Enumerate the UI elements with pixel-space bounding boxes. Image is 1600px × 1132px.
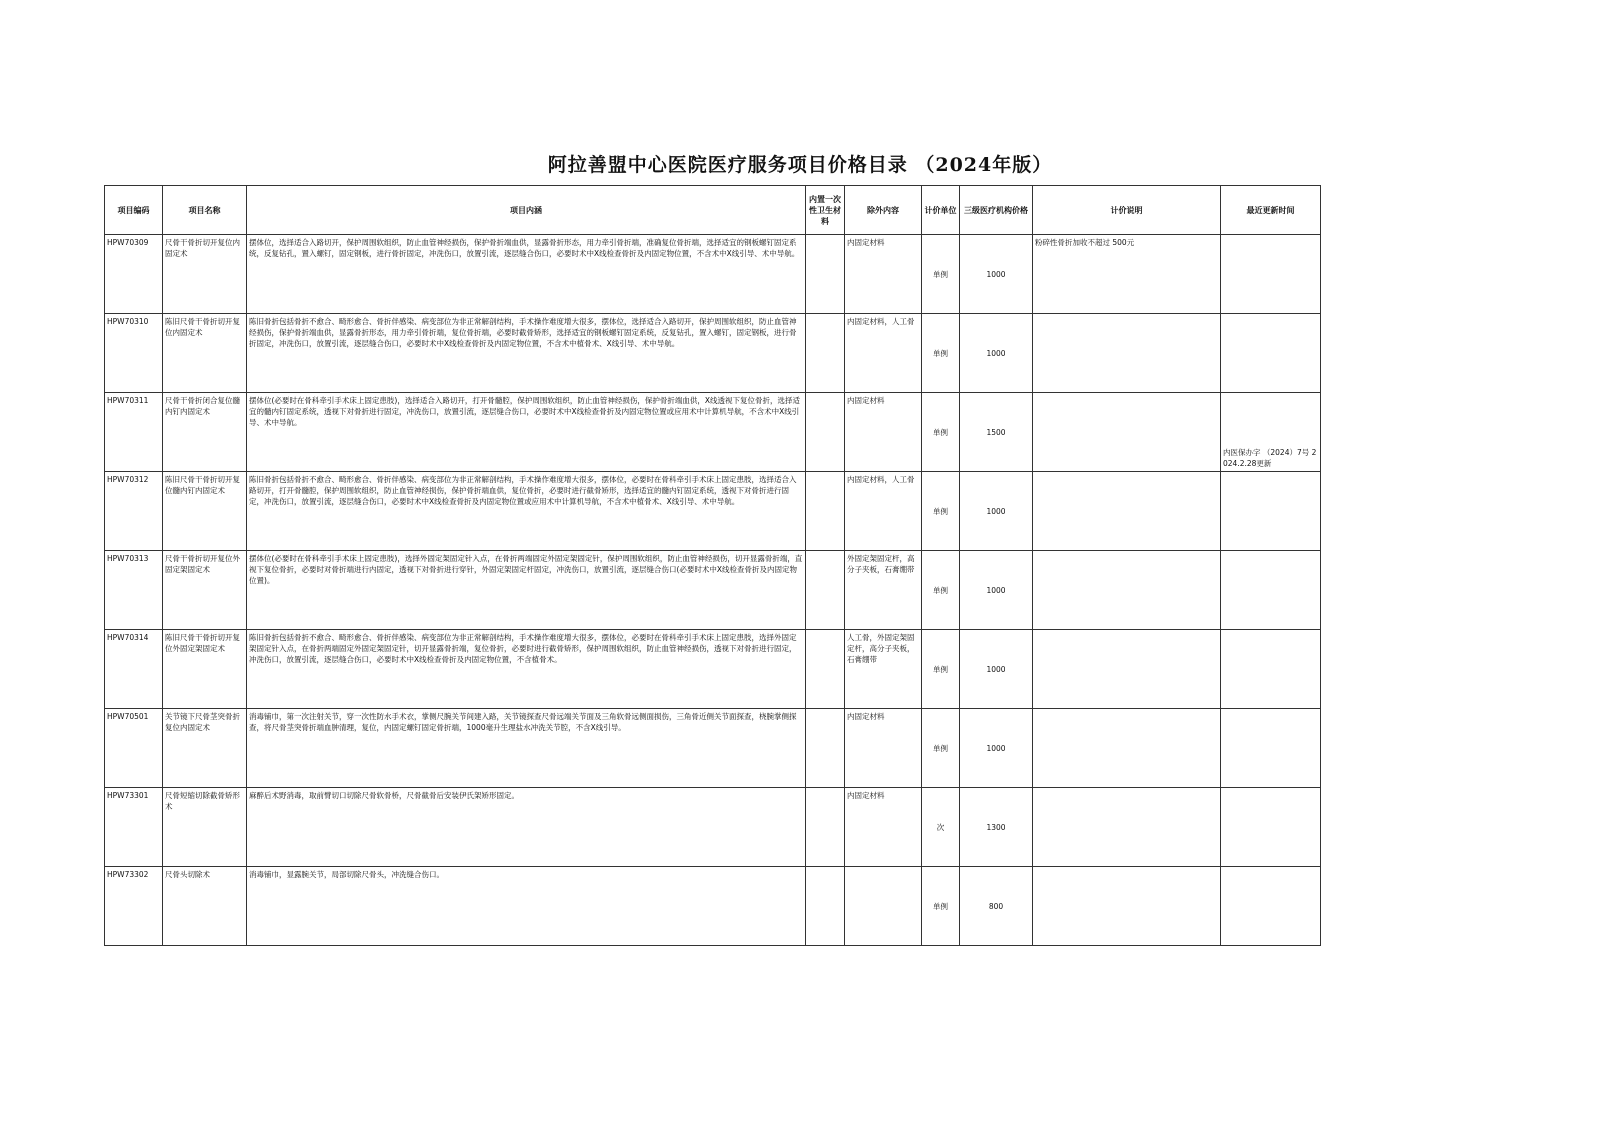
cell-content: 陈旧骨折包括骨折不愈合、畸形愈合、骨折伴感染、病变部位为非正常解剖结构，手术操作难度增大很多，摆体位，选择适合入路切开，保护周围软组织，防止血管神经损伤，保护骨折端血供，显露骨折形态，用力牵引骨折端，复位骨折端，必要时截骨矫形，选择适宜的钢板螺钉固定系统，反复钻孔，置入螺钉，固定钢板，进行骨折固定，冲洗伤口，放置引流，逐层缝合伤口，必要时术中X线检查骨折及内固定物位置，不含术中植骨术、X线引导、术中导航。 (247, 314, 806, 393)
cell-note: 粉碎性骨折加收不超过 500元 (1033, 235, 1221, 314)
header-note: 计价说明 (1033, 186, 1221, 235)
cell-content: 消毒铺巾，第一次注射关节，穿一次性防水手术衣，掌侧尺腕关节间建入路，关节镜探查尺骨远端关节面及三角软骨远侧面损伤，三角骨近侧关节面探查，桡腕掌侧探查，将尺骨茎突骨折端血肿清理，复位，内固定螺钉固定骨折端，1000毫升生理盐水冲洗关节腔，不含X线引导。 (247, 709, 806, 788)
cell-code: HPW70314 (105, 630, 163, 709)
cell-note (1033, 630, 1221, 709)
cell-material (806, 551, 845, 630)
price-table (104, 185, 1321, 946)
cell-material (806, 235, 845, 314)
cell-unit: 单例 (922, 709, 960, 788)
cell-price: 1500 (960, 393, 1033, 472)
cell-unit: 单例 (922, 235, 960, 314)
table-row (105, 630, 1321, 709)
cell-material (806, 867, 845, 946)
table-row (105, 867, 1321, 946)
cell-name: 尺骨干骨折闭合复位髓内钉内固定术 (163, 393, 247, 472)
cell-unit: 单例 (922, 867, 960, 946)
cell-unit: 单例 (922, 393, 960, 472)
cell-content: 陈旧骨折包括骨折不愈合、畸形愈合、骨折伴感染、病变部位为非正常解剖结构，手术操作难度增大很多，摆体位，必要时在骨科牵引手术床上固定患肢，选择外固定架固定针入点，在骨折两端固定外固定架固定针，切开显露骨折端，复位骨折，必要时进行截骨矫形，保护周围软组织，防止血管神经损伤，透视下对骨折进行固定，冲洗伤口，放置引流，逐层缝合伤口，必要时术中X线检查骨折及内固定物位置，不含植骨术。 (247, 630, 806, 709)
cell-price: 1000 (960, 630, 1033, 709)
cell-code: HPW70311 (105, 393, 163, 472)
cell-unit: 单例 (922, 472, 960, 551)
cell-note (1033, 709, 1221, 788)
cell-code: HPW70501 (105, 709, 163, 788)
header-content: 项目内涵 (247, 186, 806, 235)
cell-price: 1000 (960, 314, 1033, 393)
cell-exclude: 人工骨，外固定架固定杆，高分子夹板，石膏绷带 (845, 630, 922, 709)
cell-code: HPW70309 (105, 235, 163, 314)
cell-note (1033, 788, 1221, 867)
cell-price: 800 (960, 867, 1033, 946)
cell-updated (1221, 709, 1321, 788)
cell-code: HPW70310 (105, 314, 163, 393)
table-row (105, 314, 1321, 393)
cell-unit: 次 (922, 788, 960, 867)
cell-content: 麻醉后术野消毒，取前臂切口切除尺骨软骨桥，尺骨截骨后安装伊氏架矫形固定。 (247, 788, 806, 867)
cell-unit: 单例 (922, 314, 960, 393)
cell-exclude: 内固定材料，人工骨 (845, 472, 922, 551)
cell-name: 尺骨头切除术 (163, 867, 247, 946)
header-material: 内置一次性卫生材料 (806, 186, 845, 235)
cell-name: 关节镜下尺骨茎突骨折复位内固定术 (163, 709, 247, 788)
cell-material (806, 788, 845, 867)
cell-note (1033, 472, 1221, 551)
cell-exclude (845, 867, 922, 946)
cell-material (806, 314, 845, 393)
cell-price: 1000 (960, 709, 1033, 788)
cell-exclude: 内固定材料 (845, 235, 922, 314)
cell-name: 尺骨短缩切除截骨矫形术 (163, 788, 247, 867)
cell-content: 摆体位(必要时在骨科牵引手术床上固定患肢)，选择适合入路切开，打开骨髓腔，保护周围软组织，防止血管神经损伤，保护骨折端血供，X线透视下复位骨折，选择适宜的髓内钉固定系统，透视下对骨折进行固定，冲洗伤口，放置引流，逐层缝合伤口，必要时术中X线检查骨折及内固定物位置或应用术中计算机导航，不含术中X线引导、术中导航。 (247, 393, 806, 472)
cell-updated (1221, 235, 1321, 314)
cell-updated (1221, 630, 1321, 709)
header-exclude: 除外内容 (845, 186, 922, 235)
cell-unit: 单例 (922, 551, 960, 630)
cell-price: 1000 (960, 235, 1033, 314)
cell-updated (1221, 867, 1321, 946)
cell-material (806, 472, 845, 551)
table-row (105, 472, 1321, 551)
cell-material (806, 393, 845, 472)
cell-exclude: 内固定材料 (845, 393, 922, 472)
header-name: 项目名称 (163, 186, 247, 235)
header-updated: 最近更新时间 (1221, 186, 1321, 235)
cell-exclude: 外固定架固定杆，高分子夹板，石膏绷带 (845, 551, 922, 630)
cell-code: HPW73302 (105, 867, 163, 946)
cell-content: 摆体位，选择适合入路切开，保护周围软组织，防止血管神经损伤，保护骨折端血供，显露骨折形态，用力牵引骨折端，准确复位骨折端，选择适宜的钢板螺钉固定系统，反复钻孔，置入螺钉，固定钢板，进行骨折固定，冲洗伤口，放置引流，逐层缝合伤口，必要时术中X线检查骨折及内固定物位置，不含术中X线引导、术中导航。 (247, 235, 806, 314)
cell-updated (1221, 551, 1321, 630)
cell-updated: 内医保办字 （2024）7号 2024.2.28更新 (1221, 393, 1321, 472)
cell-code: HPW70313 (105, 551, 163, 630)
cell-name: 尺骨干骨折切开复位内固定术 (163, 235, 247, 314)
cell-note (1033, 393, 1221, 472)
cell-price: 1000 (960, 551, 1033, 630)
cell-material (806, 709, 845, 788)
page-title: 阿拉善盟中心医院医疗服务项目价格目录 （2024年版） (547, 154, 1053, 176)
cell-code: HPW70312 (105, 472, 163, 551)
header-unit: 计价单位 (922, 186, 960, 235)
cell-price: 1000 (960, 472, 1033, 551)
cell-content: 陈旧骨折包括骨折不愈合、畸形愈合、骨折伴感染、病变部位为非正常解剖结构，手术操作难度增大很多，摆体位，必要时在骨科牵引手术床上固定患肢，选择适合入路切开，打开骨髓腔，保护周围软组织，防止血管神经损伤，保护骨折端血供，复位骨折，必要时进行截骨矫形，选择适宜的髓内钉固定系统，透视下对骨折进行固定，冲洗伤口，放置引流，逐层缝合伤口，必要时术中X线检查骨折及内固定物位置或应用术中计算机导航，不含术中植骨术、X线引导、术中导航。 (247, 472, 806, 551)
cell-name: 陈旧尺骨干骨折切开复位内固定术 (163, 314, 247, 393)
header-code: 项目编码 (105, 186, 163, 235)
cell-material (806, 630, 845, 709)
cell-price: 1300 (960, 788, 1033, 867)
table-row (105, 551, 1321, 630)
cell-unit: 单例 (922, 630, 960, 709)
table-row (105, 393, 1321, 472)
cell-name: 尺骨干骨折切开复位外固定架固定术 (163, 551, 247, 630)
cell-code: HPW73301 (105, 788, 163, 867)
table-row (105, 788, 1321, 867)
cell-exclude: 内固定材料 (845, 788, 922, 867)
cell-exclude: 内固定材料 (845, 709, 922, 788)
cell-name: 陈旧尺骨干骨折切开复位髓内钉内固定术 (163, 472, 247, 551)
cell-exclude: 内固定材料，人工骨 (845, 314, 922, 393)
cell-note (1033, 314, 1221, 393)
header-price: 三级医疗机构价格 (960, 186, 1033, 235)
cell-content: 摆体位(必要时在骨科牵引手术床上固定患肢)，选择外固定架固定针入点，在骨折两端固定外固定架固定针，保护周围软组织，防止血管神经损伤，切开显露骨折端，直视下复位骨折，必要时对骨折端进行内固定，透视下对骨折进行穿针，外固定架固定杆固定，冲洗伤口，放置引流，逐层缝合伤口(必要时术中X线检查骨折及内固定物位置)。 (247, 551, 806, 630)
cell-content: 消毒铺巾，显露腕关节，局部切除尺骨头，冲洗缝合伤口。 (247, 867, 806, 946)
cell-updated (1221, 788, 1321, 867)
cell-updated (1221, 472, 1321, 551)
cell-note (1033, 551, 1221, 630)
table-row (105, 709, 1321, 788)
cell-note (1033, 867, 1221, 946)
cell-name: 陈旧尺骨干骨折切开复位外固定架固定术 (163, 630, 247, 709)
table-header-row (105, 186, 1321, 235)
cell-updated (1221, 314, 1321, 393)
table-row (105, 235, 1321, 314)
